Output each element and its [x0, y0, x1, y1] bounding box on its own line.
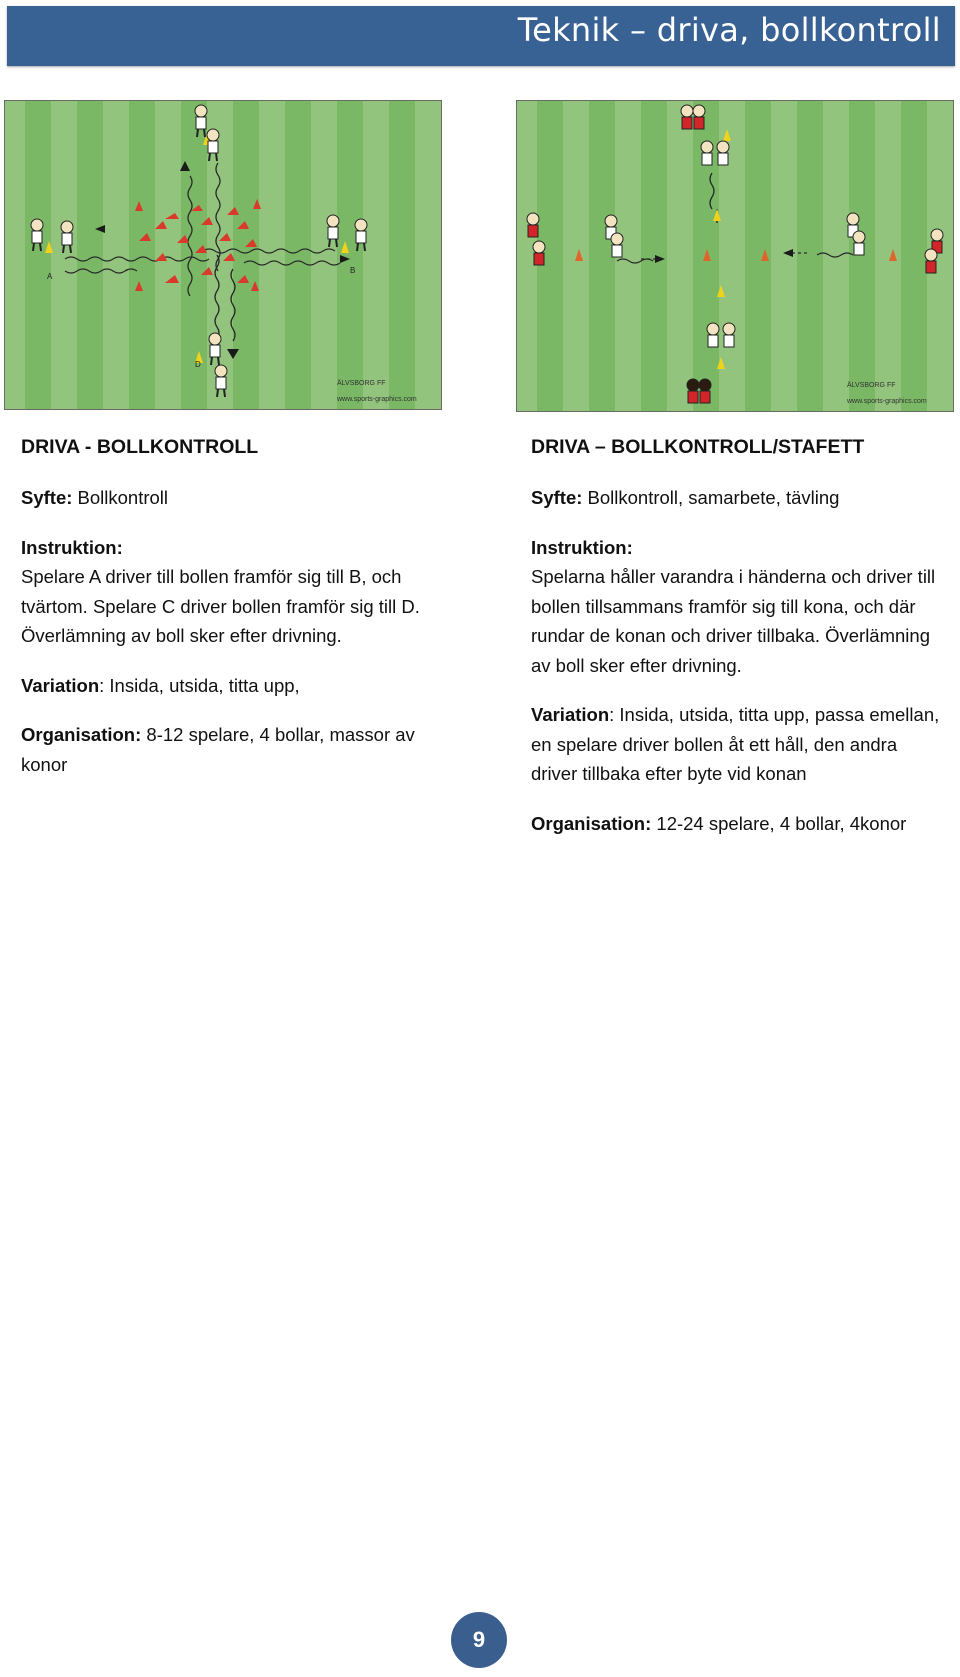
marker-a: A [47, 272, 53, 281]
instruktion-label: Instruktion: [21, 536, 123, 558]
syfte-text: Bollkontroll, samarbete, tävling [582, 487, 840, 508]
organisation-text: 12-24 spelare, 4 bollar, 4konor [651, 812, 907, 834]
right-instruktion-label [531, 533, 941, 563]
right-exercise-title: DRIVA – BOLLKONTROLL/STAFETT [531, 436, 865, 458]
left-organisation [21, 720, 431, 779]
organisation-text: 8-12 spelare, 4 bollar, massor av konor [21, 724, 415, 775]
page-number: 9 [472, 1627, 486, 1652]
syfte-label: Syfte: [531, 487, 583, 508]
page-number-badge [451, 1612, 507, 1668]
watermark-url: www.sports-graphics.com [847, 398, 927, 405]
pitch-stripes [5, 101, 441, 409]
right-organisation [531, 809, 941, 839]
variation-label: Variation [531, 704, 610, 725]
left-instruktion-text: Spelare A driver till bollen framför sig till B, och tvärtom. Spelare C driver bollen framför sig till D. Överlämning av boll sker efter drivning. [21, 566, 420, 646]
left-instruktion-label [21, 533, 431, 563]
pitch-stripes [517, 101, 953, 411]
variation-label: Variation [21, 674, 100, 696]
syfte-label: Syfte: [21, 487, 73, 508]
drill-diagram-left [4, 100, 442, 410]
organisation-label: Organisation: [21, 724, 142, 745]
left-exercise-title: DRIVA - BOLLKONTROLL [21, 436, 259, 458]
page-title: Teknik – driva, bollkontroll [517, 11, 941, 49]
watermark-url: www.sports-graphics.com [337, 396, 417, 403]
syfte-text: Bollkontroll [72, 487, 169, 508]
left-variation [21, 671, 431, 701]
watermark-club: ÄLVSBORG FF [847, 382, 896, 389]
right-variation [531, 700, 941, 789]
instruktion-label: Instruktion: [531, 536, 633, 558]
watermark-club: ÄLVSBORG FF [337, 380, 386, 387]
right-syfte [531, 483, 941, 513]
pitch-left-svg [5, 101, 441, 409]
marker-b: B [350, 266, 356, 275]
variation-text: : Insida, utsida, titta upp, [99, 674, 300, 696]
title-banner [7, 6, 955, 66]
left-exercise [21, 432, 431, 779]
organisation-label: Organisation: [531, 812, 652, 834]
marker-d: D [195, 360, 201, 369]
right-instruktion-text: Spelarna håller varandra i händerna och driver till bollen tillsammans framför sig till kona, och där rundar de konan och driver tillbaka. Överlämning av boll sker efter drivning. [531, 566, 936, 676]
variation-text: : Insida, utsida, titta upp, passa emellan, en spelare driver bollen åt ett håll, den andra driver tillbaka efter byte vid konan [531, 704, 940, 784]
drill-diagram-right [516, 100, 954, 412]
left-syfte [21, 483, 431, 513]
right-exercise [531, 432, 941, 838]
pitch-right-svg [517, 101, 953, 411]
